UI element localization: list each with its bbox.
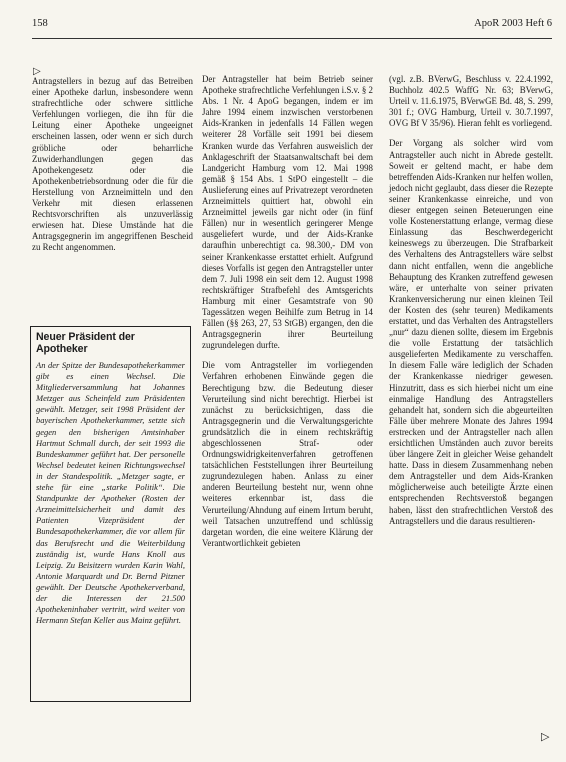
continuation-marker-icon: ▷ (33, 66, 41, 77)
news-box (30, 326, 191, 702)
paragraph: Der Antragsteller hat beim Betrieb seiner Apotheke strafrechtliche Verfehlungen i.S.v. § 2 Abs. 1 Nr. 4 ApoG begangen, indem er im Jahre 1994 einem inzwischen verstorbenen Aids-Kranken in jedenfalls 14 Fällen wegen weiterer 28 Vorfälle seit 1991 bei diesem Kranken wurde das Verfahren ausweislich der Anklageschrift der Staatsanwaltschaft bei dem Landgericht Hamburg vom 12. Mai 1998 gemäß § 154 Abs. 1 StPO eingestellt – die Auslieferung eines auf Privatrezept verordneten Arzneimittels quittiert hat, obwohl ein Arzneimittel jeweils gar nicht oder (in fünf Fällen) nur in wesentlich geringerer Menge ausgeliefert wurde, und der Aids-Kranke daraufhin unberechtigt ca. 98.300,- DM von seiner Krankenkasse erstattet erhielt. Aufgrund dieses Vorfalls ist gegen den Antragsteller unter dem 7. Juli 1998 ein seit dem 12. August 1998 rechtskräftiger Strafbefehl des Amtsgerichts Hamburg mit einer Gesamtstrafe von 90 Tagessätzen wegen Beihilfe zum Betrug in 14 Fällen (§§ 263, 27, 53 StGB) ergangen, den die Antragsgegnerin ihrer Beurteilung zugrundelegen durfte. (202, 74, 373, 351)
paragraph: Antragstellers in bezug auf das Betreiben einer Apotheke darlun, insbesondere wenn strafrechtliche oder schwere sittliche Verfehlungen vorliegen, die ihn für die Leitung einer Apotheke ungeeignet erscheinen lassen, oder wenn er sich durch gröbliche oder beharrliche Zuwiderhandlungen gegen das Apothekengesetz oder die Apothekenbetriebsordnung oder die für die Herstellung von Arzneimitteln und den Verkehr mit diesen erlassenen Rechtsvorschriften als unzuverlässig erwiesen hat. Diese Umstände hat die Antragsgegnerin im angegriffenen Bescheid zu Recht angenommen. (32, 76, 193, 253)
paragraph: Die vom Antragsteller im vorliegenden Verfahren erhobenen Einwände gegen die Berechtigung bzw. die Bedeutung dieser Verurteilung sind nicht berechtigt. Hierbei ist zunächst zu berücksichtigen, dass die Antragsgegnerin und die Verwaltungsgerichte grundsätzlich die in einem rechtskräftig abgeschlossenen Straf- oder Ordnungswidrigkeitenverfahren getroffenen tatsächlichen Feststellungen ihrer Beurteilung zugrundezulegen haben. Anlass zu einer anderen Beurteilung besteht nur, wenn ohne weiteres erkennbar ist, dass die Verurteilung/Ahndung auf einem Irrtum beruht, weil Tatsachen unzutreffend und schlüssig dargetan worden, die eine weitere Klärung der Verantwortlichkeit gebieten (202, 360, 373, 548)
news-box-title: Neuer Präsident der Apotheker (36, 331, 135, 355)
continue-arrow-icon: ▷ (541, 731, 550, 743)
column-1 (32, 76, 193, 263)
column-3 (389, 74, 553, 536)
paragraph: Der Vorgang als solcher wird vom Antragsteller auch nicht in Abrede gestellt. Soweit er geltend macht, er habe dem betreffenden Aids-Kranken nur helfen wollen, jedoch nicht geglaubt, dass dieser die Rezepte seiner Krankenkasse einreiche, und von dieser entgegen seinen Beteuerungen eine volle Kostenerstattung erlange, vermag diese Einlassung das Beschwerdegericht keineswegs zu überzeugen. Die Strafbarkeit des Verhaltens des Antragstellers wäre selbst dann nicht entfallen, wenn die angebliche Behauptung des Kranken zutreffend gewesen wäre, er unterhalte von seiner privaten Krankenversicherung nur einen kleinen Teil der Kosten des (sehr teuren) Medikaments erstattet, und das Verhalten des Antragstellers „nur“ dazu dienen sollte, diesem im Ergebnis die volle Erstattung der tatsächlich ausgelieferten Medikamente zu verschaffen. In diesem Falle wäre lediglich der Schaden der Krankenkasse niedriger gewesen. Hinzutritt, dass es sich hierbei nicht um eine einmalige Handlung des Antragstellers gehandelt hat, sondern sich die abgeurteilten Fälle über mehrere Monate des Jahres 1994 erstrecken und der Antragsteller nach allen ersichtlichen Umständen auch zuvor bereits über längere Zeit in gleicher Weise gehandelt hatte. Dass in diesem Zusammenhang neben dem Antragsteller und dem Aids-Kranken möglicherweise auch beteiligte Ärzte einen entsprechenden Rechtsverstoß begangen haben, lässt den strafrechtlichen Verstoß des Antragstellers und die daraus resultieren- (389, 138, 553, 526)
page-header (32, 18, 552, 34)
journal-issue: ApoR 2003 Heft 6 (474, 18, 552, 29)
page-number: 158 (32, 18, 48, 29)
header-rule (32, 38, 552, 39)
news-box-text: An der Spitze der Bundesapothekerkammer gibt es einen Wechsel. Die Mitgliederversammlung hat Johannes Metzger aus Scheinfeld zum Präsidenten gewählt. Metzger, seit 1998 Präsident der bayerischen Apothekerkammer, setzte sich gegen den bisherigen Amtsinhaber Hartmut Schmall durch, der seit 1993 die Bundeskammer geführt hat. Der personelle Wechsel bedeutet keinen Richtungswechsel in der Standespolitik. „Metzger sagte, er stehe für eine „starke Politik“. Die Standpunkte der Apotheker (Rosten der Arzneimittelsicherheit und damit des Patienten Vizepräsident der Bundesapothekerkammer, die vor allem für das Berufsrecht und die Weiterbildung zuständig ist, wurde Hans Knoll aus Leipzig. Zu Beisitzern wurden Karin Wahl, Antonie Marquardt und Dr. Bernd Pitzner gewählt. Der Deutsche Apothekerverband, der die Interessen der 21.500 Apothekeninhaber vertritt, wird weiter von Hermann Stefan Keller aus Mainz geführt. (36, 360, 185, 626)
paragraph: (vgl. z.B. BVerwG, Beschluss v. 22.4.1992, Buchholz 402.5 WaffG Nr. 63; BVerwG, Urteil v. 11.6.1975, BVerwGE Bd. 48, S. 299, 301 f.; OVG Hamburg, Urteil v. 30.7.1997, OVG Bf V 35/96). Hieran fehlt es vorliegend. (389, 74, 553, 129)
column-2 (202, 74, 373, 558)
